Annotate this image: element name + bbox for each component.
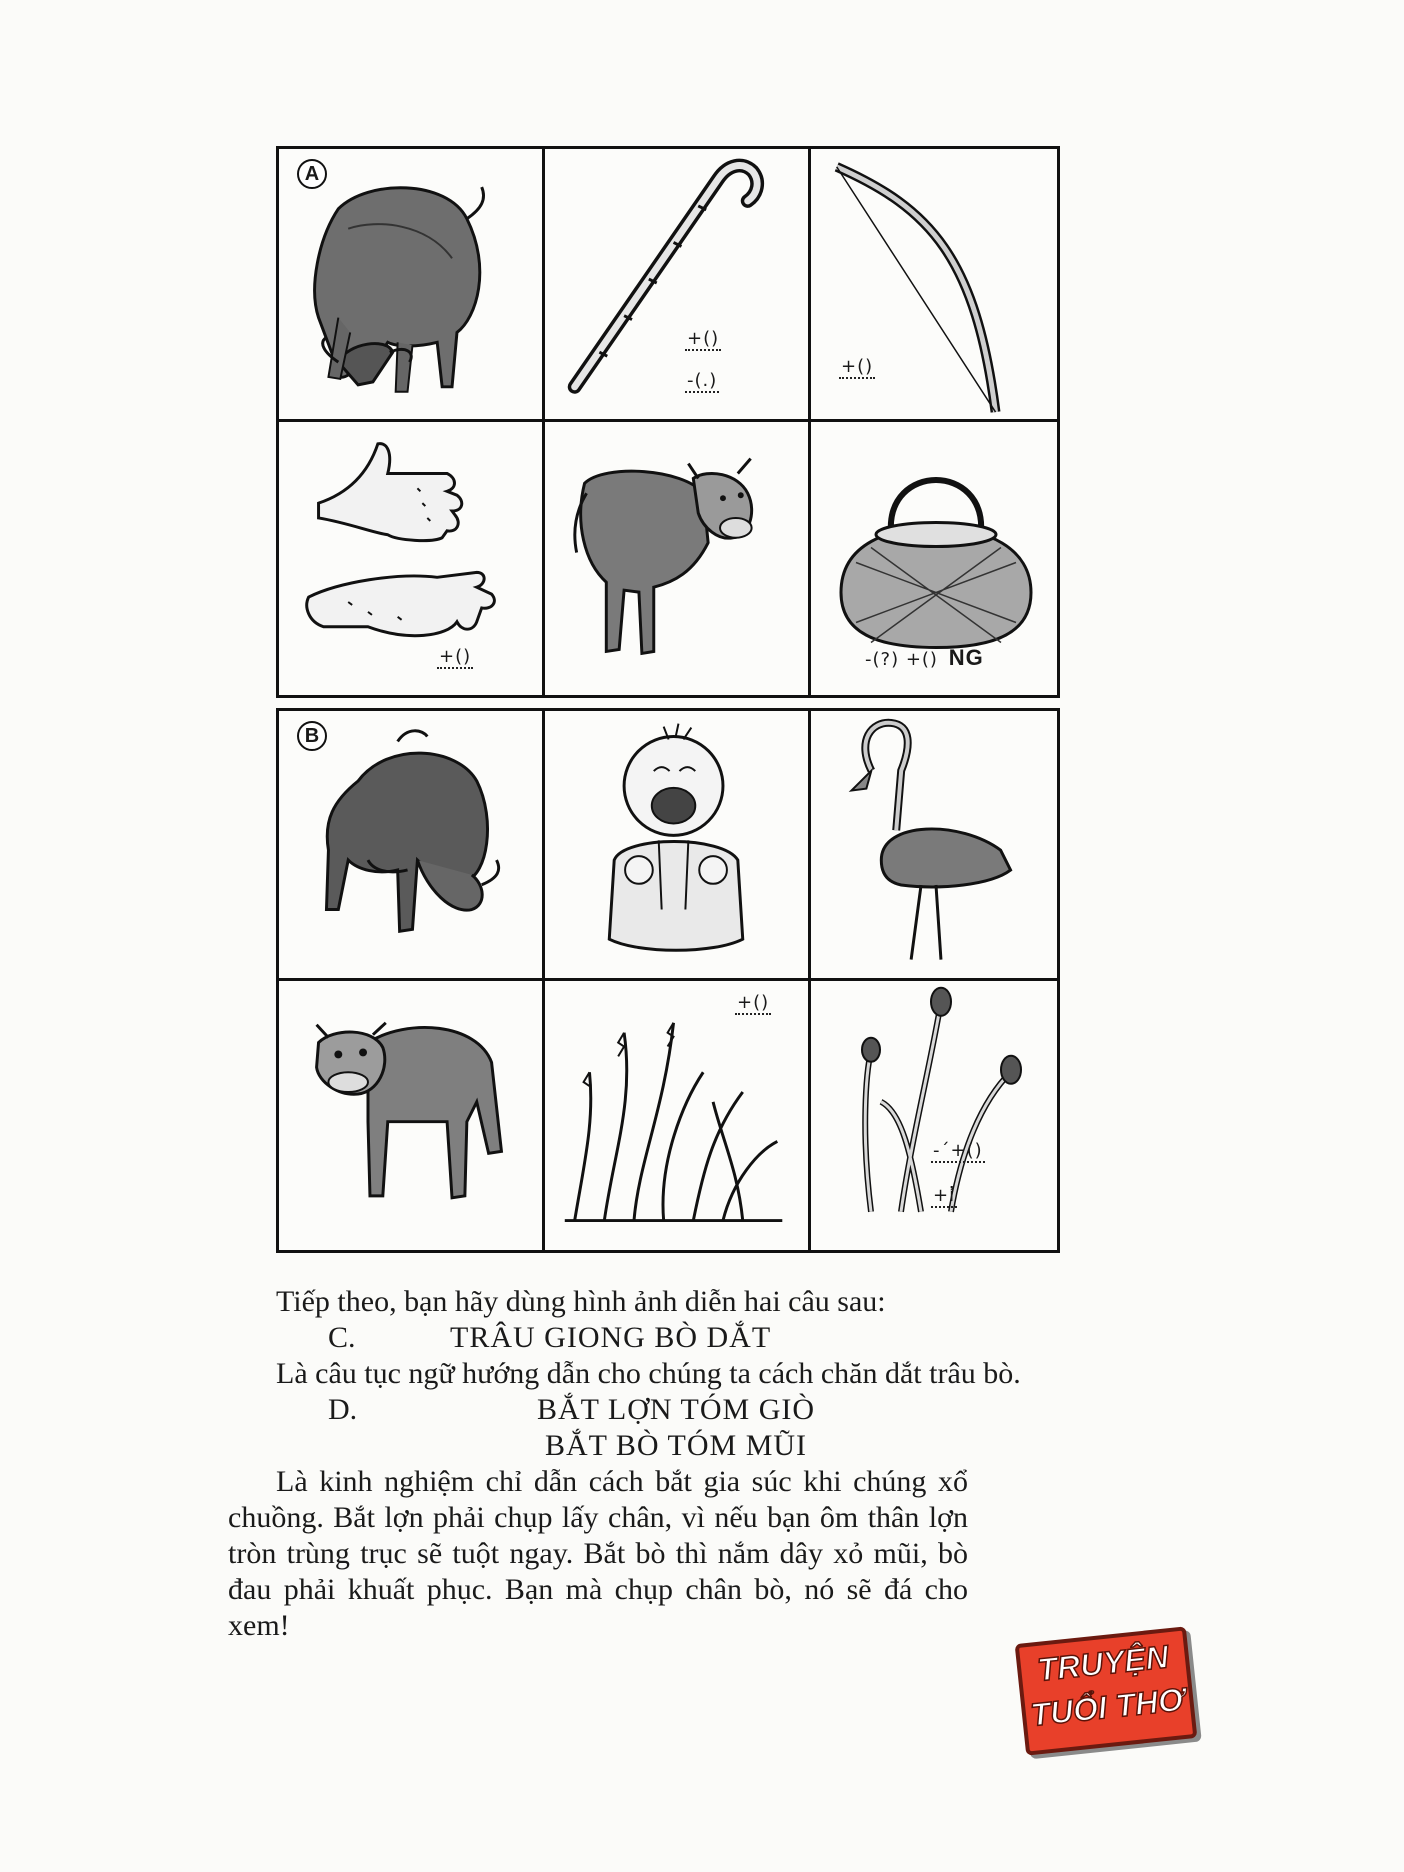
logo-line-2: TUỔI THƠ xyxy=(1028,1680,1187,1733)
puzzle-grid-a xyxy=(276,146,1060,698)
publisher-logo xyxy=(1015,1626,1198,1755)
section-c-label: C. xyxy=(328,1321,356,1354)
cell-hands xyxy=(279,422,545,695)
cow-illustration-b xyxy=(279,981,542,1251)
section-d-title-2: BẮT BÒ TÓM MŨI xyxy=(544,1429,808,1462)
sprouts-hint-line1: -´+() xyxy=(933,1139,983,1161)
basket-minus-hint: -(?) xyxy=(865,649,900,670)
basket-suffix: NG xyxy=(948,645,984,670)
cell-bow xyxy=(811,149,1057,422)
cell-cane xyxy=(545,149,811,422)
logo-line-1: TRUYỆN xyxy=(1035,1638,1171,1688)
hands-plus-hint: +() xyxy=(439,646,472,667)
hands-illustration xyxy=(279,422,542,695)
cell-buffalo-grazing xyxy=(279,149,545,422)
heron-illustration xyxy=(811,711,1057,978)
cell-cow-standing xyxy=(545,422,811,695)
section-d-body: Là kinh nghiệm chỉ dẫn cách bắt gia súc khi chúng xổ chuồng. Bắt lợn phải chụp lấy chân, vì nếu bạn ôm thân lợn tròn trùng trục sẽ tuột ngay. Bắt bò thì nắm dây xỏ mũi, bò đau phải khuất phục. Bạn mà chụp chân bò, nó sẽ đá cho xem! xyxy=(228,1465,968,1642)
sprouts-illustration xyxy=(811,981,1057,1251)
cell-bean-sprouts xyxy=(811,981,1057,1251)
buffalo-illustration xyxy=(279,149,542,419)
boy-illustration xyxy=(545,711,808,978)
cell-heron xyxy=(811,711,1057,981)
cell-grass xyxy=(545,981,811,1251)
section-d-title-1: BẮT LỢN TÓM GIÒ xyxy=(536,1393,816,1426)
cell-boy-crying xyxy=(545,711,811,981)
cane-illustration xyxy=(545,149,808,419)
cane-plus-hint: +() xyxy=(687,328,720,349)
grid-a-badge: A xyxy=(297,159,327,189)
section-c-title: TRÂU GIONG BÒ DẮT xyxy=(450,1321,772,1354)
grid-b-badge: B xyxy=(297,721,327,751)
section-d-heading xyxy=(228,1392,1124,1428)
sprouts-hint-line2: +i̓ xyxy=(933,1184,956,1206)
cane-minus-hint: -(.) xyxy=(687,370,718,391)
grass-plus-hint: +() xyxy=(737,991,770,1013)
puzzle-grid-b xyxy=(276,708,1060,1253)
buffalo-illustration-b xyxy=(279,711,542,978)
bow-plus-hint: +() xyxy=(841,356,874,377)
cell-buffalo-head-down xyxy=(279,711,545,981)
body-text xyxy=(228,1284,1124,1644)
section-c-heading xyxy=(228,1320,1124,1356)
cow-illustration xyxy=(545,422,808,695)
grass-illustration xyxy=(545,981,808,1251)
section-d-label: D. xyxy=(328,1393,358,1426)
basket-hint xyxy=(863,645,986,670)
basket-plus-hint: +() xyxy=(905,649,938,670)
cell-basket xyxy=(811,422,1057,695)
intro-paragraph: Tiếp theo, bạn hãy dùng hình ảnh diễn hai câu sau: xyxy=(276,1285,886,1318)
cell-cow-smiling xyxy=(279,981,545,1251)
section-c-body: Là câu tục ngữ hướng dẫn cho chúng ta cách chăn dắt trâu bò. xyxy=(276,1357,1021,1390)
